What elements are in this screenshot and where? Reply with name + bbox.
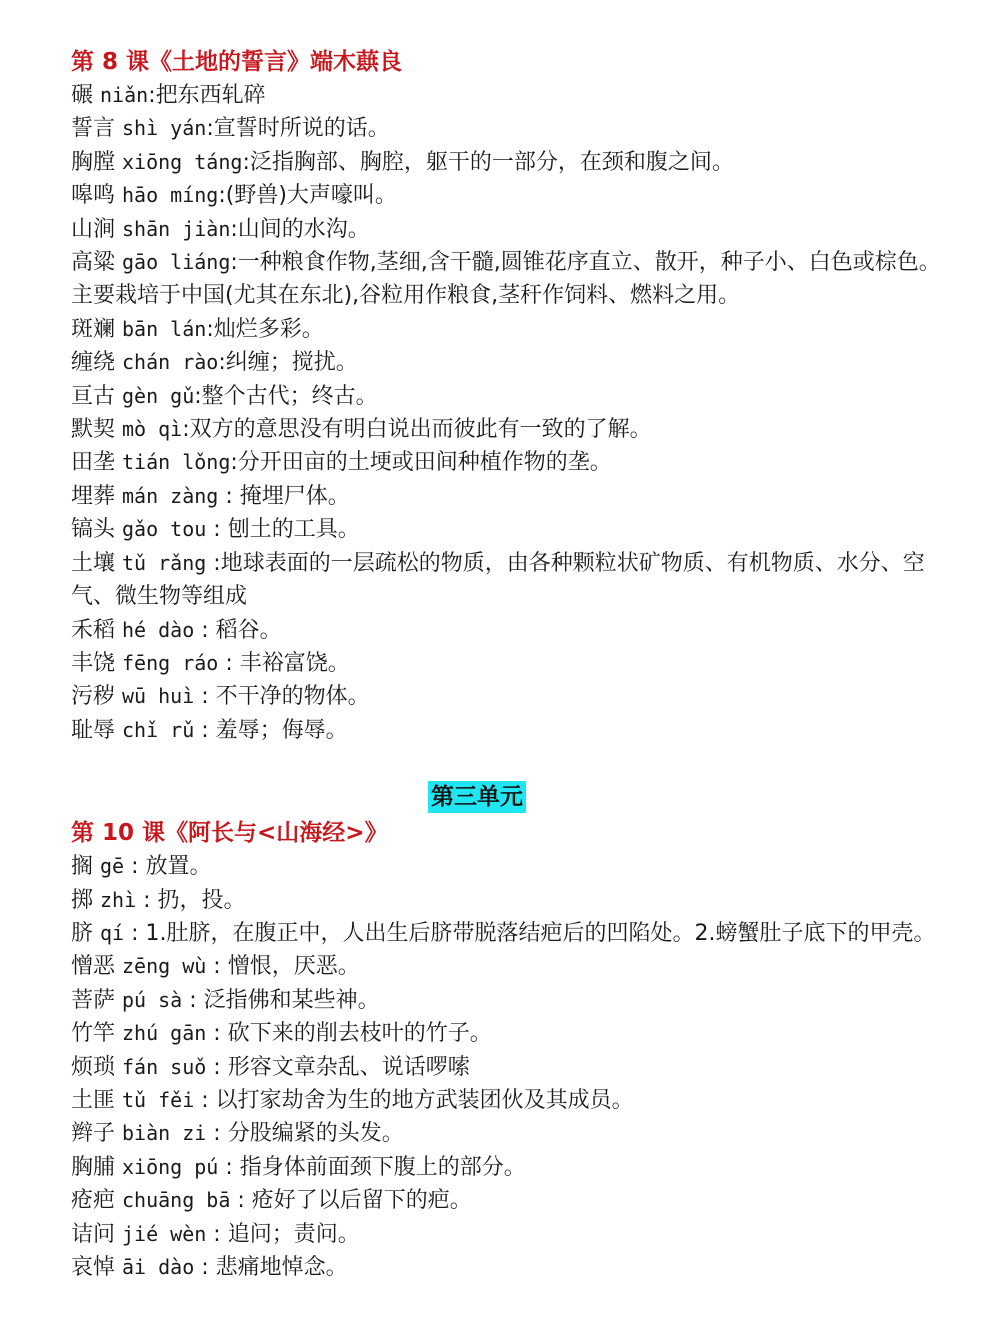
vocab-word: 耻辱 [71, 717, 116, 743]
vocab-entry [71, 1051, 951, 1084]
lesson-8-title: 第 8 课《土地的誓言》端木蕻良 [71, 49, 403, 75]
vocab-word: 辫子 [71, 1121, 116, 1147]
vocab-pinyin: tǔ rǎng [122, 550, 207, 575]
vocab-word: 斑斓 [71, 316, 116, 342]
vocab-word: 诘问 [71, 1221, 116, 1247]
vocab-pinyin: xiōng táng [122, 149, 243, 174]
vocab-word: 掷 [71, 887, 94, 913]
vocab-definition: : 形容文章杂乱、说话啰嗦 [206, 1054, 470, 1080]
vocab-entry [71, 680, 951, 713]
vocab-definition: : 泛指佛和某些神。 [182, 987, 380, 1013]
vocab-entry [71, 112, 951, 145]
vocab-word: 憎恶 [71, 954, 116, 980]
vocab-entry [71, 446, 951, 479]
vocab-entry [71, 1218, 951, 1251]
vocab-word: 缠绕 [71, 350, 116, 376]
vocab-pinyin: niǎn [100, 83, 149, 107]
vocab-entry [71, 1117, 951, 1150]
vocab-definition: :地球表面的一层疏松的物质，由各种颗粒状矿物质、有机物质、水分、空气、微生物等组成 [71, 550, 925, 610]
vocab-word: 镐头 [71, 517, 116, 543]
vocab-definition: : 指身体前面颈下腹上的部分。 [218, 1154, 526, 1180]
vocab-pinyin: shì yán [122, 116, 207, 141]
vocab-pinyin: gǎo tou [122, 517, 207, 542]
vocab-definition: : 扔，投。 [136, 887, 246, 913]
vocab-entry [71, 647, 951, 680]
lesson-10-vocabulary-list [71, 850, 951, 1284]
vocab-definition: : 分股编紧的头发。 [206, 1121, 404, 1147]
vocab-word: 丰饶 [71, 650, 116, 676]
vocab-entry [71, 179, 951, 212]
vocab-definition: :山间的水沟。 [230, 216, 370, 242]
vocab-word: 污秽 [71, 684, 116, 710]
vocab-definition: :(野兽)大声嚎叫。 [218, 183, 397, 209]
vocab-pinyin: zhú gān [122, 1021, 207, 1046]
vocab-entry [71, 346, 951, 379]
vocab-entry [71, 380, 951, 413]
vocab-pinyin: chán rào [122, 350, 219, 375]
vocab-pinyin: chuāng bā [122, 1188, 231, 1213]
vocab-word: 默契 [71, 417, 116, 443]
vocab-definition: :泛指胸部、胸腔，躯干的一部分，在颈和腹之间。 [242, 149, 734, 175]
vocab-definition: :双方的意思没有明白说出而彼此有一致的了解。 [182, 417, 652, 443]
vocab-pinyin: biàn zi [122, 1121, 207, 1146]
vocab-pinyin: gē [100, 854, 125, 879]
vocab-word: 山涧 [71, 216, 116, 242]
vocab-definition: : 不干净的物体。 [194, 684, 370, 710]
vocab-word: 胸脯 [71, 1154, 116, 1180]
vocab-pinyin: qí [100, 920, 125, 945]
vocab-word: 嗥鸣 [71, 183, 116, 209]
vocab-entry [71, 146, 951, 179]
vocab-pinyin: mò qì [122, 417, 183, 442]
vocab-word: 脐 [71, 920, 94, 946]
vocab-entry [71, 413, 951, 446]
vocab-entry [71, 1251, 951, 1284]
vocab-word: 土壤 [71, 550, 116, 576]
vocab-word: 田垄 [71, 450, 116, 476]
vocab-pinyin: fēng ráo [122, 650, 219, 675]
vocab-definition: :宣誓时所说的话。 [206, 116, 390, 142]
vocab-entry [71, 950, 951, 983]
vocab-entry [71, 1151, 951, 1184]
unit-3-heading: 第三单元 [428, 781, 526, 813]
vocab-definition: : 1.肚脐，在腹正中，人出生后脐带脱落结疤后的凹陷处。2.螃蟹肚子底下的甲壳。 [124, 920, 936, 946]
vocab-entry [71, 1017, 951, 1050]
vocab-pinyin: wū huì [122, 684, 195, 709]
vocabulary-page [71, 46, 951, 1284]
vocab-pinyin: bān lán [122, 316, 207, 341]
vocab-definition: : 放置。 [124, 854, 212, 880]
vocab-entry [71, 1184, 951, 1217]
vocab-pinyin: hé dào [122, 617, 195, 642]
vocab-entry [71, 547, 951, 614]
vocab-definition: : 追问；责问。 [206, 1221, 360, 1247]
vocab-word: 哀悼 [71, 1255, 116, 1280]
vocab-definition: : 刨土的工具。 [206, 517, 360, 543]
vocab-word: 搁 [71, 854, 94, 880]
vocab-definition: :灿烂多彩。 [206, 316, 324, 342]
vocab-definition: : 悲痛地悼念。 [194, 1255, 348, 1280]
vocab-entry [71, 614, 951, 647]
vocab-word: 竹竿 [71, 1021, 116, 1047]
vocab-pinyin: fán suǒ [122, 1054, 207, 1079]
vocab-entry [71, 313, 951, 346]
vocab-pinyin: tǔ fěi [122, 1087, 195, 1112]
vocab-word: 疮疤 [71, 1188, 116, 1214]
vocab-entry [71, 917, 951, 950]
vocab-pinyin: zhì [100, 887, 137, 912]
vocab-definition: :整个古代；终古。 [194, 383, 378, 409]
vocab-entry [71, 850, 951, 883]
vocab-entry [71, 513, 951, 546]
vocab-definition: :一种粮食作物,茎细,含干髓,圆锥花序直立、散开，种子小、白色或棕色。主要栽培于中国(尤其在东北),谷粒用作粮食,茎秆作饲料、燃料之用。 [71, 250, 941, 309]
vocab-word: 埋葬 [71, 483, 116, 509]
vocab-entry [71, 984, 951, 1017]
vocab-pinyin: gèn gǔ [122, 383, 195, 408]
unit-heading-row [71, 781, 951, 817]
vocab-pinyin: āi dào [122, 1255, 195, 1279]
vocab-definition: : 砍下来的削去枝叶的竹子。 [206, 1021, 492, 1047]
vocab-entry [71, 79, 951, 112]
vocab-word: 土匪 [71, 1087, 116, 1113]
vocab-pinyin: shān jiàn [122, 216, 231, 241]
lesson-8-vocabulary-list [71, 79, 951, 747]
vocab-entry [71, 714, 951, 747]
vocab-definition: : 稻谷。 [194, 617, 282, 643]
vocab-definition: : 疮好了以后留下的疤。 [230, 1188, 472, 1214]
vocab-word: 碾 [71, 83, 94, 108]
vocab-word: 禾稻 [71, 617, 116, 643]
vocab-pinyin: tián lǒng [122, 450, 231, 475]
vocab-word: 誓言 [71, 116, 116, 142]
vocab-word: 菩萨 [71, 987, 116, 1013]
vocab-definition: : 羞辱；侮辱。 [194, 717, 348, 743]
vocab-definition: : 以打家劫舍为生的地方武装团伙及其成员。 [194, 1087, 634, 1113]
vocab-word: 亘古 [71, 383, 116, 409]
vocab-pinyin: pú sà [122, 987, 183, 1012]
vocab-entry [71, 1084, 951, 1117]
vocab-definition: : 憎恨，厌恶。 [206, 954, 360, 980]
vocab-definition: : 掩埋尸体。 [218, 483, 350, 509]
vocab-pinyin: zēng wù [122, 954, 207, 979]
vocab-pinyin: mán zàng [122, 483, 219, 508]
lesson-10-title: 第 10 课《阿长与<山海经>》 [71, 820, 388, 847]
vocab-word: 烦琐 [71, 1054, 116, 1080]
vocab-entry [71, 884, 951, 917]
vocab-pinyin: xiōng pú [122, 1154, 219, 1179]
vocab-pinyin: chǐ rǔ [122, 717, 195, 742]
vocab-definition: :把东西轧碎 [148, 83, 266, 108]
vocab-pinyin: jié wèn [122, 1221, 207, 1246]
vocab-entry [71, 213, 951, 246]
vocab-entry [71, 480, 951, 513]
vocab-definition: :分开田亩的土埂或田间种植作物的垄。 [230, 450, 612, 476]
vocab-word: 胸膛 [71, 149, 116, 175]
vocab-pinyin: hāo míng [122, 183, 219, 208]
vocab-definition: :纠缠；搅扰。 [218, 350, 358, 376]
vocab-definition: : 丰裕富饶。 [218, 650, 350, 676]
vocab-pinyin: gāo liáng [122, 250, 231, 275]
vocab-word: 高粱 [71, 250, 116, 276]
vocab-entry [71, 246, 951, 313]
